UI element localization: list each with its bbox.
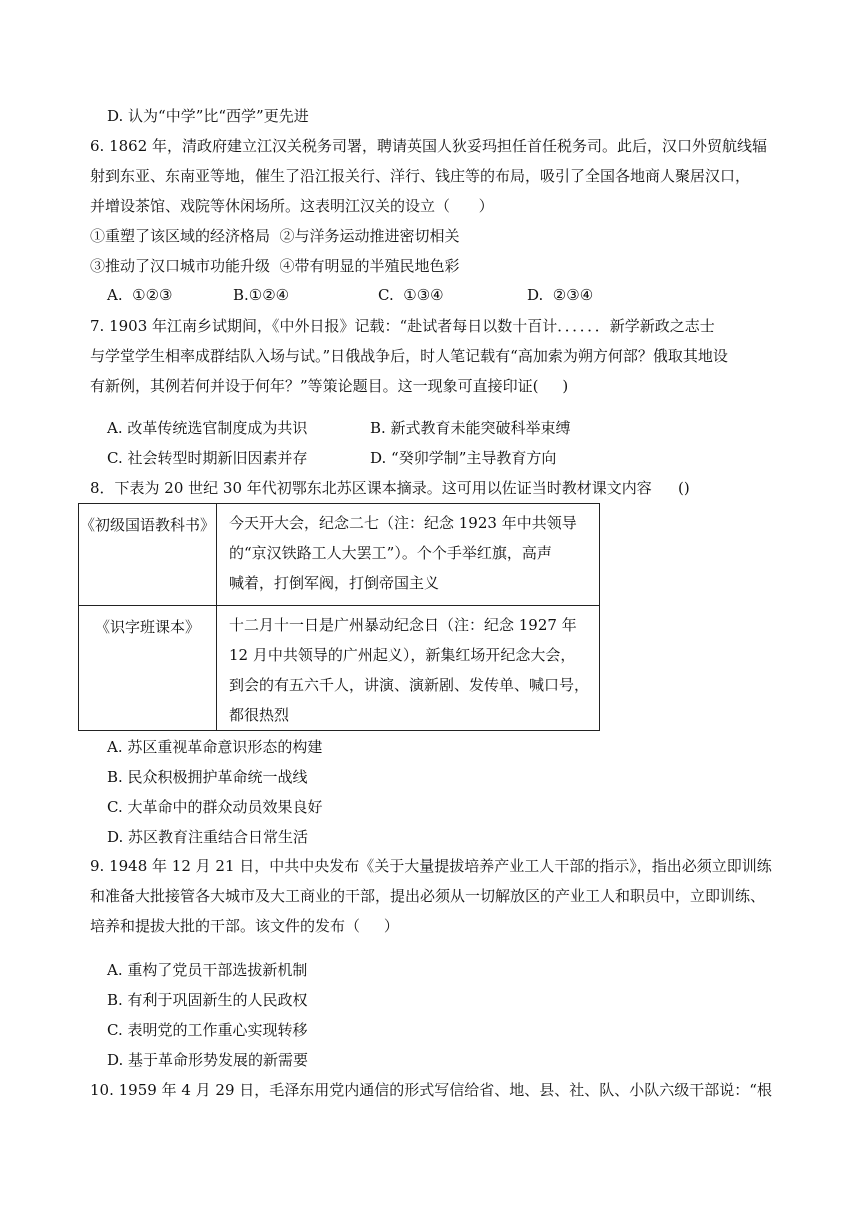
table-cell-text: 十二月十一日是广州暴动纪念日（注：纪念 1927 年 12 月中共领导的广州起义），新集红场开纪念大会， 到会的有五六千人，讲演、演新剧、发传单、喊口号， 都很热烈 [216, 606, 599, 731]
q9-option-d: D. 基于革命形势发展的新需要 [107, 1051, 309, 1069]
q9-stem-line-1: 9. 1948 年 12 月 21 日，中共中央发布《关于大量提拔培养产业工人干部的指示》，指出必须立即训练 [90, 857, 772, 875]
table-cell-book: 《识字班课本》 [79, 606, 217, 731]
table-row [79, 606, 600, 731]
q7-option-c: C. 社会转型时期新旧因素并存 [107, 449, 308, 467]
q7-stem-line-1: 7. 1903 年江南乡试期间，《中外日报》记载：“赴试者每日以数十百计．．．．．．新学新政之志士 [90, 317, 715, 335]
q6-statement-2: ③推动了汉口城市功能升级 ④带有明显的半殖民地色彩 [90, 257, 460, 275]
q8-option-a: A. 苏区重视革命意识形态的构建 [107, 738, 323, 756]
q6-option-d: D. ②③④ [527, 286, 594, 304]
table-cell-book: 《初级国语教科书》 [79, 504, 217, 606]
q6-option-c: C. ①③④ [378, 286, 444, 304]
q9-option-c: C. 表明党的工作重心实现转移 [107, 1021, 308, 1039]
q8-answer-paren: () [678, 479, 690, 497]
table-row [79, 504, 600, 606]
q6-stem-line-2: 射到东亚、东南亚等地，催生了沿江报关行、洋行、钱庄等的布局，吸引了全国各地商人聚居汉口， [90, 167, 751, 185]
q8-stem: 8．下表为 20 世纪 30 年代初鄂东北苏区课本摘录。这可用以佐证当时教材课文内容 [90, 479, 652, 497]
q8-option-d: D. 苏区教育注重结合日常生活 [107, 828, 309, 846]
q6-stem-line-3: 并增设茶馆、戏院等休闲场所。这表明江汉关的设立（ ） [90, 197, 494, 215]
q6-stem-line-1: 6. 1862 年，清政府建立江汉关税务司署，聘请英国人狄妥玛担任首任税务司。此后，汉口外贸航线辐 [90, 137, 768, 155]
q9-stem-line-3: 培养和提拔大批的干部。该文件的发布（ ） [90, 917, 399, 935]
q5-option-d: D. 认为“中学”比“西学”更先进 [107, 107, 309, 125]
q7-option-d: D. “癸卯学制”主导教育方向 [370, 449, 557, 467]
q6-option-b: B.①②④ [233, 286, 290, 304]
q8-table [78, 503, 600, 731]
q9-option-b: B. 有利于巩固新生的人民政权 [107, 991, 308, 1009]
q6-option-a: A. ①②③ [107, 286, 173, 304]
q8-option-c: C. 大革命中的群众动员效果良好 [107, 798, 323, 816]
q9-stem-line-2: 和准备大批接管各大城市及大工商业的干部，提出必须从一切解放区的产业工人和职员中，立即训练、 [90, 887, 766, 905]
q7-stem-line-2: 与学堂学生相率成群结队入场与试。”日俄战争后，时人笔记载有“高加索为朔方何部？俄取其地设 [90, 347, 728, 365]
q9-option-a: A. 重构了党员干部选拔新机制 [107, 961, 308, 979]
q8-option-b: B. 民众积极拥护革命统一战线 [107, 768, 308, 786]
q6-statement-1: ①重塑了该区域的经济格局 ②与洋务运动推进密切相关 [90, 227, 460, 245]
q10-stem-line-1: 10. 1959 年 4 月 29 日，毛泽东用党内通信的形式写信给省、地、县、社、队、小队六级干部说：“根 [90, 1081, 772, 1099]
q7-stem-line-3: 有新例，其例若何并设于何年？”等策论题目。这一现象可直接印证( ) [90, 377, 569, 395]
q7-option-b: B. 新式教育未能突破科举束缚 [370, 419, 571, 437]
q7-option-a: A. 改革传统选官制度成为共识 [107, 419, 308, 437]
table-cell-text: 今天开大会，纪念二七（注：纪念 1923 年中共领导 的“京汉铁路工人大罢工”）。个个手举红旗，高声 喊着，打倒军阀，打倒帝国主义 [216, 504, 599, 606]
